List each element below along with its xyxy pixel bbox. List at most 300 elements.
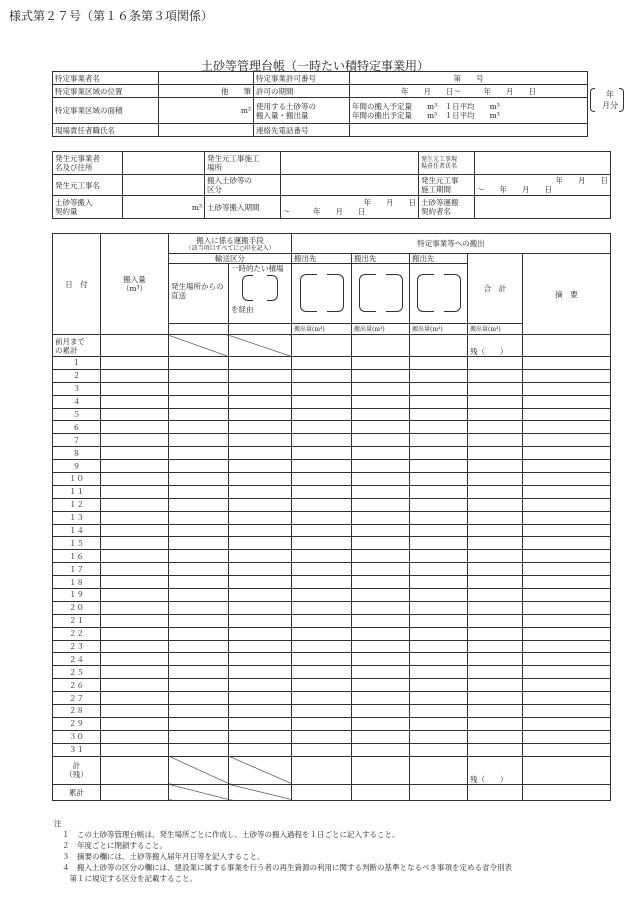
day-cell[interactable] bbox=[410, 550, 468, 563]
day-cell[interactable] bbox=[229, 640, 292, 653]
day-cell[interactable] bbox=[352, 627, 410, 640]
direct-header[interactable]: 発生場所からの直送 bbox=[169, 264, 229, 324]
day-cell[interactable] bbox=[229, 357, 292, 370]
day-cell[interactable] bbox=[523, 576, 611, 589]
day-cell[interactable] bbox=[169, 614, 229, 627]
day-cell[interactable] bbox=[468, 717, 523, 730]
day-cell[interactable] bbox=[410, 473, 468, 486]
day-cell[interactable] bbox=[292, 395, 352, 408]
day-cell[interactable] bbox=[523, 705, 611, 718]
day-cell[interactable] bbox=[523, 614, 611, 627]
day-cell[interactable] bbox=[410, 730, 468, 743]
day-cell[interactable] bbox=[169, 421, 229, 434]
day-cell[interactable] bbox=[352, 666, 410, 679]
day-cell[interactable] bbox=[229, 537, 292, 550]
day-cell[interactable] bbox=[468, 460, 523, 473]
day-cell[interactable] bbox=[101, 563, 169, 576]
day-cell[interactable] bbox=[410, 743, 468, 756]
day-cell[interactable] bbox=[523, 460, 611, 473]
day-cell[interactable] bbox=[101, 640, 169, 653]
day-cell[interactable] bbox=[101, 524, 169, 537]
page-title: 土砂等管理台帳（一時たい積特定事業用） bbox=[200, 59, 429, 73]
day-cell[interactable] bbox=[229, 576, 292, 589]
source-site-value[interactable] bbox=[281, 152, 419, 175]
day-cell[interactable] bbox=[292, 550, 352, 563]
day-row bbox=[53, 485, 611, 498]
day-cell[interactable] bbox=[292, 627, 352, 640]
day-cell[interactable] bbox=[101, 576, 169, 589]
day-cell[interactable] bbox=[229, 473, 292, 486]
day-cell[interactable] bbox=[101, 705, 169, 718]
day-cell[interactable] bbox=[468, 576, 523, 589]
day-cell[interactable] bbox=[352, 395, 410, 408]
day-cell[interactable] bbox=[229, 395, 292, 408]
day-cell[interactable] bbox=[169, 589, 229, 602]
day-cell[interactable] bbox=[468, 743, 523, 756]
contact-phone-value[interactable] bbox=[350, 124, 588, 137]
day-cell[interactable] bbox=[410, 408, 468, 421]
day-cell[interactable] bbox=[101, 627, 169, 640]
day-number: １０ bbox=[53, 473, 101, 486]
day-cell[interactable] bbox=[523, 369, 611, 382]
day-cell[interactable] bbox=[468, 382, 523, 395]
day-cell[interactable] bbox=[352, 434, 410, 447]
day-cell[interactable] bbox=[169, 473, 229, 486]
day-cell[interactable] bbox=[101, 743, 169, 756]
day-cell[interactable] bbox=[352, 730, 410, 743]
day-cell[interactable] bbox=[468, 434, 523, 447]
day-cell[interactable] bbox=[169, 460, 229, 473]
operator-name-value[interactable] bbox=[159, 72, 254, 85]
day-cell[interactable] bbox=[169, 679, 229, 692]
day-cell[interactable] bbox=[292, 589, 352, 602]
day-cell[interactable] bbox=[468, 369, 523, 382]
day-cell[interactable] bbox=[101, 357, 169, 370]
day-cell[interactable] bbox=[523, 717, 611, 730]
day-cell[interactable] bbox=[169, 666, 229, 679]
day-row bbox=[53, 653, 611, 666]
day-cell[interactable] bbox=[101, 679, 169, 692]
day-cell[interactable] bbox=[229, 666, 292, 679]
day-cell[interactable] bbox=[410, 563, 468, 576]
day-cell[interactable] bbox=[169, 408, 229, 421]
day-cell[interactable] bbox=[292, 447, 352, 460]
day-cell[interactable] bbox=[169, 434, 229, 447]
day-cell[interactable] bbox=[352, 653, 410, 666]
day-cell[interactable] bbox=[229, 485, 292, 498]
day-cell[interactable] bbox=[292, 498, 352, 511]
day-cell[interactable] bbox=[101, 395, 169, 408]
day-cell[interactable] bbox=[101, 550, 169, 563]
day-cell[interactable] bbox=[352, 382, 410, 395]
day-cell[interactable] bbox=[468, 473, 523, 486]
day-cell[interactable] bbox=[292, 421, 352, 434]
day-cell[interactable] bbox=[523, 524, 611, 537]
day-cell[interactable] bbox=[292, 743, 352, 756]
day-cell[interactable] bbox=[352, 473, 410, 486]
day-cell[interactable] bbox=[468, 679, 523, 692]
date-header: 日 付 bbox=[53, 234, 101, 335]
day-cell[interactable] bbox=[410, 511, 468, 524]
permit-number-label: 特定事業許可番号 bbox=[254, 72, 350, 85]
day-cell[interactable] bbox=[468, 563, 523, 576]
day-cell[interactable] bbox=[468, 511, 523, 524]
total-header: 合 計 bbox=[468, 254, 523, 324]
day-cell[interactable] bbox=[101, 589, 169, 602]
day-cell[interactable] bbox=[468, 485, 523, 498]
day-cell[interactable] bbox=[169, 692, 229, 705]
day-cell[interactable] bbox=[523, 730, 611, 743]
day-cell[interactable] bbox=[352, 743, 410, 756]
day-cell[interactable] bbox=[169, 369, 229, 382]
day-cell[interactable] bbox=[410, 640, 468, 653]
day-cell[interactable] bbox=[410, 614, 468, 627]
day-cell[interactable] bbox=[169, 524, 229, 537]
day-cell[interactable] bbox=[523, 640, 611, 653]
day-cell[interactable] bbox=[229, 447, 292, 460]
day-cell[interactable] bbox=[292, 705, 352, 718]
day-cell[interactable] bbox=[169, 730, 229, 743]
day-cell[interactable] bbox=[229, 460, 292, 473]
day-cell[interactable] bbox=[410, 576, 468, 589]
day-cell[interactable] bbox=[468, 357, 523, 370]
carrier-value[interactable] bbox=[475, 196, 611, 219]
day-cell[interactable] bbox=[523, 653, 611, 666]
day-cell[interactable] bbox=[169, 395, 229, 408]
day-cell[interactable] bbox=[229, 382, 292, 395]
day-cell[interactable] bbox=[523, 473, 611, 486]
day-cell[interactable] bbox=[410, 679, 468, 692]
day-cell[interactable] bbox=[229, 408, 292, 421]
day-cell[interactable] bbox=[410, 369, 468, 382]
day-row bbox=[53, 743, 611, 756]
dest-1-bracket[interactable] bbox=[292, 264, 352, 324]
day-number: ２０ bbox=[53, 601, 101, 614]
day-cell[interactable] bbox=[101, 498, 169, 511]
day-cell[interactable] bbox=[292, 653, 352, 666]
day-cell[interactable] bbox=[523, 395, 611, 408]
permit-period-value[interactable]: 年 月 日〜 年 月 日 bbox=[350, 85, 588, 98]
day-cell[interactable] bbox=[468, 447, 523, 460]
day-cell[interactable] bbox=[468, 537, 523, 550]
day-row bbox=[53, 576, 611, 589]
prev-month-remain[interactable]: 残（ ） bbox=[468, 335, 523, 357]
day-cell[interactable] bbox=[101, 421, 169, 434]
notes-section bbox=[54, 818, 622, 884]
day-cell[interactable] bbox=[410, 460, 468, 473]
day-cell[interactable] bbox=[101, 666, 169, 679]
day-cell[interactable] bbox=[169, 447, 229, 460]
day-row bbox=[53, 730, 611, 743]
day-cell[interactable] bbox=[523, 382, 611, 395]
day-row bbox=[53, 666, 611, 679]
bring-period-value[interactable]: 年 月 日 〜 年 月 日 bbox=[281, 196, 419, 219]
day-cell[interactable] bbox=[352, 537, 410, 550]
source-site-label: 発生元工事施工 場所 bbox=[205, 152, 281, 175]
day-cell[interactable] bbox=[292, 640, 352, 653]
day-cell[interactable] bbox=[410, 717, 468, 730]
day-cell[interactable] bbox=[410, 524, 468, 537]
target-month-box[interactable]: 年 月分 bbox=[590, 88, 624, 112]
day-cell[interactable] bbox=[169, 537, 229, 550]
day-cell[interactable] bbox=[229, 653, 292, 666]
day-cell[interactable] bbox=[292, 473, 352, 486]
day-cell[interactable] bbox=[523, 550, 611, 563]
day-cell[interactable] bbox=[292, 408, 352, 421]
day-cell[interactable] bbox=[169, 357, 229, 370]
day-cell[interactable] bbox=[410, 666, 468, 679]
day-cell[interactable] bbox=[229, 627, 292, 640]
day-cell[interactable] bbox=[229, 679, 292, 692]
day-cell[interactable] bbox=[352, 369, 410, 382]
permit-info-table bbox=[52, 71, 588, 137]
day-cell[interactable] bbox=[468, 421, 523, 434]
day-cell[interactable] bbox=[229, 730, 292, 743]
day-cell[interactable] bbox=[101, 485, 169, 498]
day-cell[interactable] bbox=[410, 447, 468, 460]
day-cell[interactable] bbox=[352, 601, 410, 614]
day-cell[interactable] bbox=[352, 447, 410, 460]
day-cell[interactable] bbox=[169, 576, 229, 589]
day-number: ６ bbox=[53, 421, 101, 434]
day-cell[interactable] bbox=[292, 434, 352, 447]
day-cell[interactable] bbox=[523, 601, 611, 614]
day-cell[interactable] bbox=[468, 408, 523, 421]
day-cell[interactable] bbox=[101, 460, 169, 473]
day-cell[interactable] bbox=[410, 589, 468, 602]
area-size-value[interactable]: m² bbox=[159, 98, 254, 124]
day-cell[interactable] bbox=[352, 550, 410, 563]
day-cell[interactable] bbox=[229, 511, 292, 524]
day-cell[interactable] bbox=[352, 421, 410, 434]
day-cell[interactable] bbox=[352, 408, 410, 421]
day-cell[interactable] bbox=[523, 563, 611, 576]
area-location-value[interactable]: 他 筆 bbox=[159, 85, 254, 98]
day-cell[interactable] bbox=[169, 743, 229, 756]
day-cell[interactable] bbox=[101, 537, 169, 550]
day-cell[interactable] bbox=[101, 382, 169, 395]
day-cell[interactable] bbox=[352, 511, 410, 524]
day-cell[interactable] bbox=[169, 705, 229, 718]
day-cell[interactable] bbox=[468, 524, 523, 537]
day-cell[interactable] bbox=[169, 550, 229, 563]
day-cell[interactable] bbox=[468, 498, 523, 511]
day-cell[interactable] bbox=[468, 640, 523, 653]
day-cell[interactable] bbox=[101, 653, 169, 666]
day-cell[interactable] bbox=[468, 395, 523, 408]
day-cell[interactable] bbox=[352, 640, 410, 653]
dest-3-bracket[interactable] bbox=[410, 264, 468, 324]
day-cell[interactable] bbox=[410, 485, 468, 498]
day-cell[interactable] bbox=[523, 357, 611, 370]
day-cell[interactable] bbox=[352, 692, 410, 705]
day-cell[interactable] bbox=[352, 524, 410, 537]
day-cell[interactable] bbox=[229, 524, 292, 537]
day-cell[interactable] bbox=[292, 369, 352, 382]
day-cell[interactable] bbox=[101, 369, 169, 382]
day-cell[interactable] bbox=[523, 447, 611, 460]
contract-volume-value[interactable]: m³ bbox=[123, 196, 205, 219]
day-cell[interactable] bbox=[292, 666, 352, 679]
day-cell[interactable] bbox=[410, 601, 468, 614]
day-cell[interactable] bbox=[523, 679, 611, 692]
day-cell[interactable] bbox=[292, 357, 352, 370]
site-manager-value[interactable] bbox=[159, 124, 254, 137]
day-cell[interactable] bbox=[523, 434, 611, 447]
day-cell[interactable] bbox=[101, 447, 169, 460]
day-cell[interactable] bbox=[101, 434, 169, 447]
day-cell[interactable] bbox=[352, 576, 410, 589]
day-cell[interactable] bbox=[410, 382, 468, 395]
day-cell[interactable] bbox=[292, 730, 352, 743]
day-cell[interactable] bbox=[468, 705, 523, 718]
day-cell[interactable] bbox=[169, 653, 229, 666]
day-cell[interactable] bbox=[229, 498, 292, 511]
day-cell[interactable] bbox=[352, 679, 410, 692]
day-cell[interactable] bbox=[229, 589, 292, 602]
day-cell[interactable] bbox=[352, 498, 410, 511]
day-cell[interactable] bbox=[292, 511, 352, 524]
day-cell[interactable] bbox=[101, 692, 169, 705]
day-cell[interactable] bbox=[523, 589, 611, 602]
day-cell[interactable] bbox=[352, 563, 410, 576]
day-cell[interactable] bbox=[468, 653, 523, 666]
inout-plan-value[interactable]: 年間の搬入予定量 m³ １日平均 m³ 年間の搬出予定量 m³ １日平均 m³ bbox=[350, 98, 588, 124]
day-cell[interactable] bbox=[229, 369, 292, 382]
day-cell[interactable] bbox=[410, 395, 468, 408]
day-cell[interactable] bbox=[292, 524, 352, 537]
day-cell[interactable] bbox=[169, 382, 229, 395]
day-cell[interactable] bbox=[410, 692, 468, 705]
day-cell[interactable] bbox=[169, 498, 229, 511]
day-cell[interactable] bbox=[523, 692, 611, 705]
day-cell[interactable] bbox=[292, 679, 352, 692]
day-cell[interactable] bbox=[468, 589, 523, 602]
day-cell[interactable] bbox=[229, 614, 292, 627]
day-cell[interactable] bbox=[292, 382, 352, 395]
day-cell[interactable] bbox=[101, 717, 169, 730]
day-cell[interactable] bbox=[101, 511, 169, 524]
subtotal-remain[interactable]: 残（ ） bbox=[468, 756, 523, 784]
day-cell[interactable] bbox=[169, 717, 229, 730]
source-operator-value[interactable] bbox=[123, 152, 205, 175]
day-cell[interactable] bbox=[410, 653, 468, 666]
day-cell[interactable] bbox=[468, 627, 523, 640]
day-number: ３１ bbox=[53, 743, 101, 756]
day-cell[interactable] bbox=[523, 408, 611, 421]
permit-number-value[interactable]: 第 号 bbox=[350, 72, 588, 85]
temporary-site-header[interactable]: 一時的たい積場 を経由 bbox=[229, 264, 292, 324]
day-cell[interactable] bbox=[292, 614, 352, 627]
day-cell[interactable] bbox=[468, 614, 523, 627]
day-cell[interactable] bbox=[292, 485, 352, 498]
day-cell[interactable] bbox=[410, 498, 468, 511]
day-cell[interactable] bbox=[410, 357, 468, 370]
day-cell[interactable] bbox=[101, 614, 169, 627]
day-cell[interactable] bbox=[523, 485, 611, 498]
day-cell[interactable] bbox=[352, 705, 410, 718]
day-cell[interactable] bbox=[101, 473, 169, 486]
day-cell[interactable] bbox=[292, 563, 352, 576]
source-work-value[interactable] bbox=[123, 175, 205, 196]
day-cell[interactable] bbox=[468, 550, 523, 563]
subtotal-label: 計 （残） bbox=[53, 756, 101, 784]
day-cell[interactable] bbox=[169, 601, 229, 614]
day-cell[interactable] bbox=[229, 717, 292, 730]
source-operator-label: 発生元事業者 名及び住所 bbox=[53, 152, 123, 175]
day-cell[interactable] bbox=[229, 601, 292, 614]
day-cell[interactable] bbox=[523, 537, 611, 550]
day-cell[interactable] bbox=[523, 627, 611, 640]
day-cell[interactable] bbox=[229, 563, 292, 576]
day-cell[interactable] bbox=[410, 537, 468, 550]
soil-class-value[interactable] bbox=[281, 175, 419, 196]
day-number: ７ bbox=[53, 434, 101, 447]
day-cell[interactable] bbox=[523, 421, 611, 434]
dest-2-bracket[interactable] bbox=[352, 264, 410, 324]
day-cell[interactable] bbox=[468, 601, 523, 614]
day-cell[interactable] bbox=[292, 460, 352, 473]
day-cell[interactable] bbox=[229, 705, 292, 718]
day-cell[interactable] bbox=[229, 434, 292, 447]
day-cell[interactable] bbox=[292, 576, 352, 589]
day-cell[interactable] bbox=[229, 421, 292, 434]
day-cell[interactable] bbox=[169, 511, 229, 524]
outflow-header: 特定事業等への搬出 bbox=[292, 234, 611, 254]
day-cell[interactable] bbox=[352, 485, 410, 498]
day-cell[interactable] bbox=[410, 434, 468, 447]
day-cell[interactable] bbox=[292, 717, 352, 730]
day-cell[interactable] bbox=[169, 485, 229, 498]
day-cell[interactable] bbox=[292, 692, 352, 705]
day-cell[interactable] bbox=[229, 743, 292, 756]
day-cell[interactable] bbox=[101, 601, 169, 614]
contact-phone-label: 連絡先電話番号 bbox=[254, 124, 350, 137]
day-cell[interactable] bbox=[292, 601, 352, 614]
day-cell[interactable] bbox=[410, 627, 468, 640]
site-manager-label: 現場責任者職氏名 bbox=[53, 124, 159, 137]
day-number: １３ bbox=[53, 511, 101, 524]
day-cell[interactable] bbox=[101, 730, 169, 743]
day-cell[interactable] bbox=[523, 666, 611, 679]
day-cell[interactable] bbox=[352, 717, 410, 730]
day-cell[interactable] bbox=[352, 357, 410, 370]
day-cell[interactable] bbox=[169, 627, 229, 640]
day-cell[interactable] bbox=[101, 408, 169, 421]
area-location-label: 特定事業区域の位置 bbox=[53, 85, 159, 98]
day-cell[interactable] bbox=[523, 498, 611, 511]
work-period-value[interactable]: 年 月 日 〜 年 月 日 bbox=[475, 175, 611, 196]
day-cell[interactable] bbox=[410, 705, 468, 718]
day-cell[interactable] bbox=[352, 460, 410, 473]
day-cell[interactable] bbox=[523, 743, 611, 756]
day-number: １８ bbox=[53, 576, 101, 589]
day-number: １ bbox=[53, 357, 101, 370]
day-cell[interactable] bbox=[523, 511, 611, 524]
day-cell[interactable] bbox=[468, 692, 523, 705]
day-cell[interactable] bbox=[468, 666, 523, 679]
day-cell[interactable] bbox=[169, 640, 229, 653]
day-cell[interactable] bbox=[229, 550, 292, 563]
day-cell[interactable] bbox=[292, 537, 352, 550]
day-cell[interactable] bbox=[352, 614, 410, 627]
source-manager-value[interactable] bbox=[475, 152, 611, 175]
day-cell[interactable] bbox=[229, 692, 292, 705]
day-cell[interactable] bbox=[169, 563, 229, 576]
day-cell[interactable] bbox=[410, 421, 468, 434]
day-cell[interactable] bbox=[352, 589, 410, 602]
day-cell[interactable] bbox=[468, 730, 523, 743]
